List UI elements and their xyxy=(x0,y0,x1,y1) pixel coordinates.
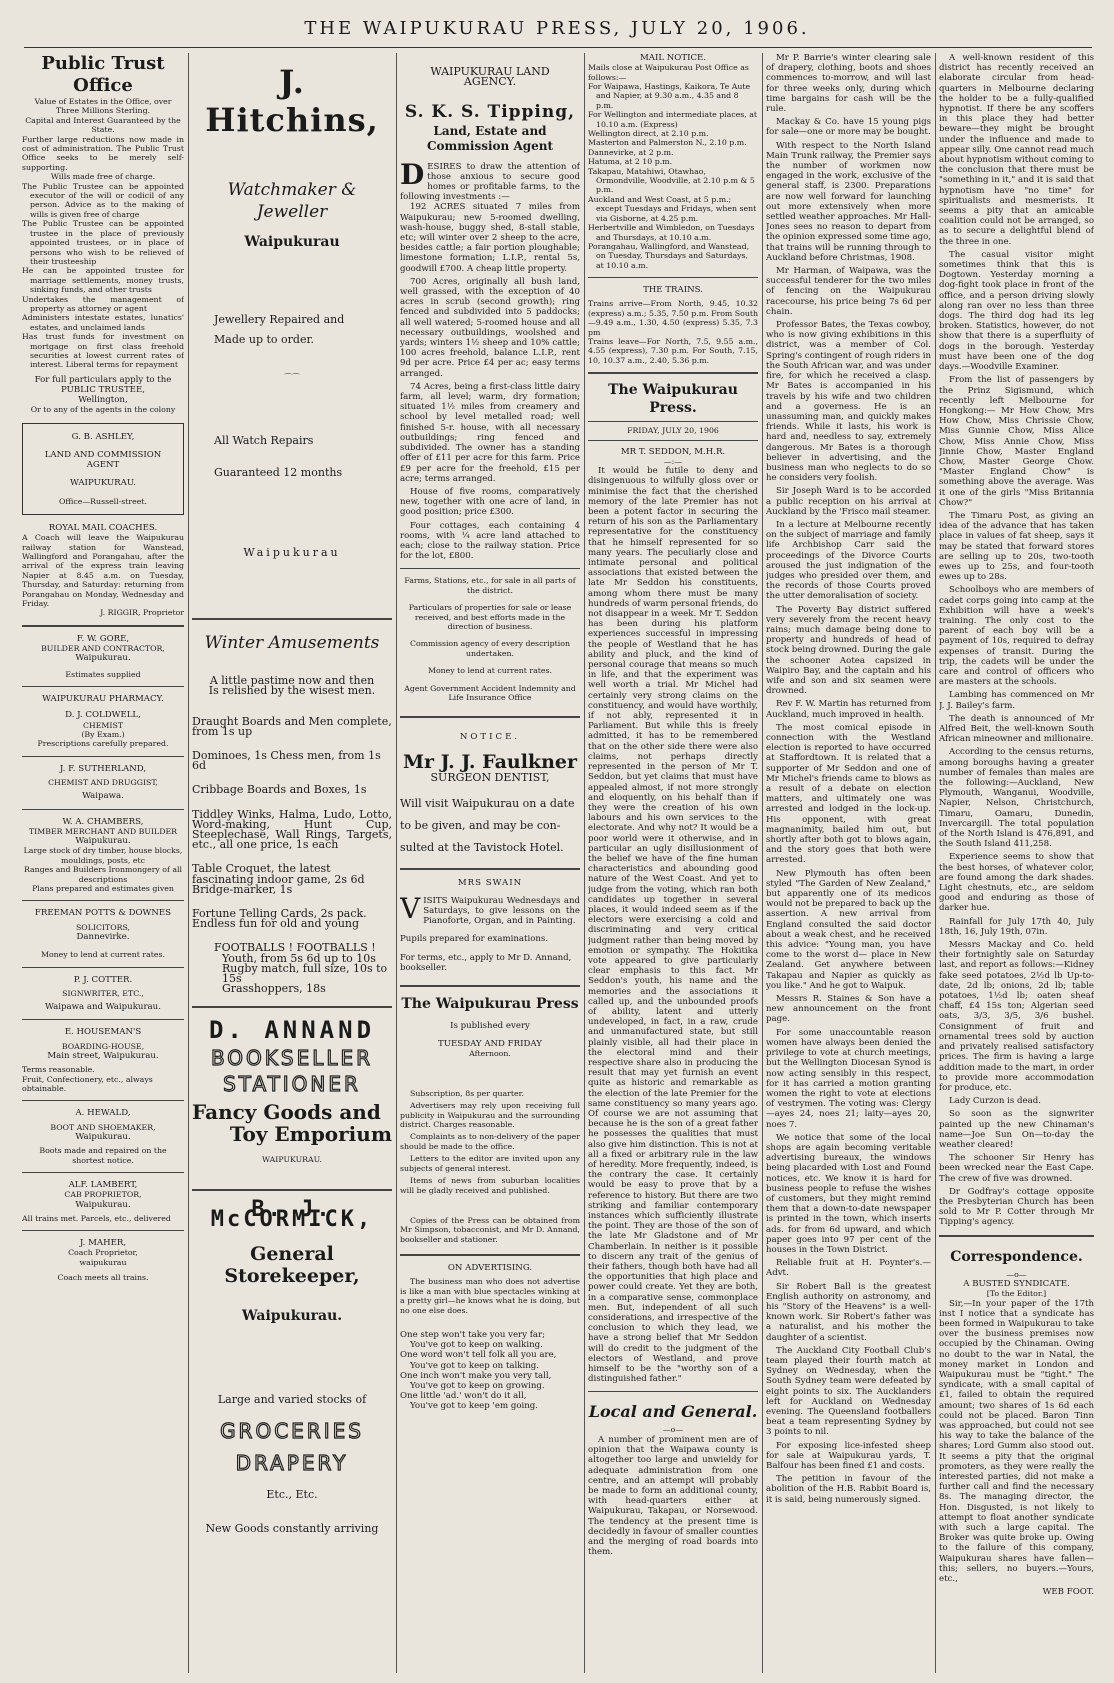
winter-item: Draught Boards and Men complete, from 1s up xyxy=(192,714,392,738)
annand-stationer: STATIONER xyxy=(223,1072,361,1097)
divider xyxy=(22,1172,184,1173)
maher-place: waipukurau xyxy=(79,1257,127,1267)
houseman-name: E. HOUSEMAN'S xyxy=(64,1027,142,1038)
chambers-text3: Plans prepared and estimates given xyxy=(32,883,174,893)
chambers-name: W. A. CHAMBERS, xyxy=(62,816,144,827)
news-paragraph: Rainfall for July 17th 40, July 18th, 16, July 19th, 07in. xyxy=(939,916,1094,937)
divider xyxy=(588,1391,758,1392)
divider xyxy=(192,1006,392,1008)
winter-tag: A little pastime now and then xyxy=(209,674,375,688)
divider xyxy=(400,716,580,718)
news-paragraph: According to the census returns, among boroughs having a greater number of females than males are the following:—Auckland, New Plymouth, Wanganui, Woodville, Napier, Nelson, Christchurch, Timaru, Oamaru, Dunedin, Invercargill. The total population of the North Island is 476,891, and the South Island 411,258. xyxy=(939,747,1094,850)
news-paragraph: Professor Bates, the Texas cowboy, who is now giving exhibitions in this district, was a member of Col. Spring's contingent of rough riders in the South African war, and was under fire, for which he received a clasp. Mr Bates is accompanied in his travels by his wife and two children and a governess. He is an unassuming man, and quickly makes friends. While it lasts, his work is hard and, needless to say, extremely dangerous. Mr Bates is a thorough believer in advertising, and the business man who neglects to do so he considers very foolish. xyxy=(766,320,931,484)
seddon-title: MR T. SEDDON, M.H.R. xyxy=(620,446,726,457)
tipping-footer: Agent Government Accident Indemnity and Life Insurance Office xyxy=(404,683,576,702)
column-rule xyxy=(762,53,763,1673)
tipping-item: 192 ACRES situated 7 miles from Waipukurau; new 5-roomed dwelling, wash-house, buggy shed, 8-stall stable, etc; will winter over 2 sheep to the acre, besides cattle; a fair portion ploughable; limestone formation; L.I.P., rental 5s, goodwill £700. A cheap little property. xyxy=(400,202,580,274)
news-paragraph: Lambing has commenced on Mr J. J. Bailey's farm. xyxy=(939,690,1094,711)
ashley-ad xyxy=(22,423,184,515)
winter-title: Winter Amusements xyxy=(204,633,380,654)
seddon-paragraph: It would be futile to deny and disingenuous to wilfully gloss over or minimise the fact that the cherished memory of the late Premier has not been a potent factor in securing the return of his son as the Parliamentary representative for the constituency that he himself represented for so many years. The peculiarly close and intimate personal and political associations that existed between the late Mr Seddon his constituents, among whom there must be many hundreds of warm personal friends, do not disappear in a week. Mr T. Seddon has been during his platform experiences successful in impressing the people of Westland that he has ability and pluck, and the kind of personal courage that means so much in life, and that the experiment was well worth a trial. Mr Michel had certainly very strong claims on the constituency, and would have worthily, if not ably, represented it in Parliament. But while this is freely admitted, it has to be remembered that on the other side there were also claims, not perhaps directly represented in the person of Mr T. Seddon, but yet claims that must have appealed almost, if not more strongly and eloquently, on his behalf than if they were the creation of his own labours and his own services to the electorate. And why not? It would be a poor world were it otherwise, and in particular an ugly disillusionment of the belief we have of the fine human characteristics and abounding good nature of the West Coast. And yet to judge from the voting, which ran both candidates up together in several places, it would indeed seem as if the electors were exercising a cold and discriminating and very critical judgment rather than being moved by emotion or sympathy. The Hokitika vote appeared to give particularly clear emphasis to this fact. Mr Seddon's youth, his name and the memories and the associations it called up, and the unbounded proofs of ability, latent and utterly undeveloped, in fact, in a raw, crude and unmanufactured state, but still plainly visible, all had their place in the electoral mind and their respective share also in producing the result that may yet furnish an event quite as historic and remarkable as the election of the late Premier for the same constituency so many years ago. Of course we are not assuming that because he is the son of a great father he possesses the qualities that must also give him distinction. This is not at all a fixed or arbitrary rule in the law of heredity. More frequently, indeed, is the contrary the case. It certainly would be easy to prove that by a reference to history. But there are two striking and familiar contemporary instances which sufficiently illustrate the point. They are those of the son of the late Mr Gladstone and of Mr Chamberlain. In neither is it possible to discern any trait of the genius of their fathers, though both have had all the opportunities that high place and power could create. Yet they are both, in a comparative sense, commonplace men. But, independent of all such considerations, and irrespective of the conclusion to which they lead, we have a strong belief that Mr Seddon will do credit to the judgment of the electors of Westland, and prove himself to be the "worthy son of a distinguished father." xyxy=(588,466,758,1385)
advertising-title: ON ADVERTISING. xyxy=(447,1263,533,1274)
news-paragraph: For some unaccountable reason women have always been denied the privilege to vote at church meetings, but the Wellington Diocesan Synod is now acting sensibly in this respect, for it has carried a motion granting women the right to vote at elections of vestrymen. The voting was: Clergy—ayes 24, noes 21; laity—ayes 20, noes 7. xyxy=(766,1027,931,1130)
news-paragraph: Reliable fruit at H. Poynter's.—Advt. xyxy=(766,1258,931,1279)
mail-item: For Waipawa, Hastings, Kaikora, Te Aute and Napier, at 9.30 a.m., 4.35 and 8 p.m. xyxy=(588,82,751,110)
tipping-item: House of five rooms, comparatively new, together with one acre of land, in good position; price £300. xyxy=(400,486,580,518)
houseman-terms: Terms reasonable. xyxy=(22,1065,95,1075)
trains-leave: Trains leave—For North, 7.5, 9.55 a.m., 4.55 (express), 7.30 p.m. For South, 7.15, 10, 10.37 a.m., 2.40, 5.36 p.m. xyxy=(588,336,758,365)
houseman-fruit: Fruit, Confectionery, etc., always obtainable. xyxy=(22,1074,153,1094)
ornament-icon: —:— xyxy=(663,456,683,466)
tipping-role: Land, Estate and Commission Agent xyxy=(426,123,554,153)
news-paragraph: Messrs Mackay and Co. held their fortnightly sale on Saturday last, and report as follows:—Kidney fake seed potatoes, 2½d lb Up-to-date, 2d lb; onions, 2d lb; table potatoes, 1½d lb; oaten sheaf chaff, £4 15s ton; Algerian seed oats, 3/3, 3/5, 3/6 bushel. Consignment of fruit and ornamental trees sold by auction and privately realised satisfactory prices. The firm is having a large addition made to the mart, in order to provide more accommodation for produce, etc. xyxy=(939,940,1094,1093)
cotter-role: SIGNWRITER, ETC., xyxy=(62,988,144,998)
hitchins-line: Jewellery Repaired and xyxy=(214,313,345,326)
chambers-text2: Ranges and Builders Ironmongery of all descriptions xyxy=(23,865,183,884)
divider xyxy=(588,421,758,422)
column-3 xyxy=(400,53,580,1673)
sutherland-name: J. F. SUTHERLAND, xyxy=(59,763,147,774)
news-paragraph: The Timaru Post, as giving an idea of the advance that has taken place in values of fat sheep, says it may be stated that forward stores are selling up to 20s, two-tooth ewes up to 25s, and four-tooth ewes up to 28s. xyxy=(939,510,1094,583)
column-rule xyxy=(396,53,397,1673)
sutherland-role: CHEMIST AND DRUGGIST, xyxy=(48,777,158,787)
divider xyxy=(22,967,184,968)
pto-item: He can be appointed trustee for marriage settlements, money trusts, sinking funds, and other trusts xyxy=(22,266,184,295)
advertising-text: The business man who does not advertise is like a man with blue spectacles winking at a pretty girl—he knows what he is doing, but no one else does. xyxy=(400,1277,580,1315)
divider xyxy=(588,277,758,278)
faulkner-line: sulted at the Tavistock Hotel. xyxy=(400,841,564,855)
divider xyxy=(939,1235,1094,1237)
winter-item: Tiddley Winks, Halma, Ludo, Lotto, Word-making, Hunt Cup, Steeplechase, Wall Rings, Targets, etc., all one price, 1s each xyxy=(192,807,392,852)
news-paragraph: Experience seems to show that the best horses, of whatever color, are found among the dark shades. Light chestnuts, etc., are seldom good and enduring as those of darker hue. xyxy=(939,852,1094,914)
lambert-place: Waipukurau. xyxy=(75,1199,131,1210)
land-agency-title: WAIPUKURAU LAND AGENCY. xyxy=(430,65,550,89)
freeman-role: SOLICITORS, xyxy=(75,922,131,932)
pto-trustee: PUBLIC TRUSTEE, xyxy=(61,384,145,395)
swain-text: ISITS Waipukurau Wednesdays and Saturdays, to give lessons on the Pianoforte, Organ, and in Painting. xyxy=(423,895,580,927)
mail-item: For Wellington and intermediate places, at 10.10 a.m. (Express) xyxy=(588,110,758,129)
correspondence-sub: A BUSTED SYNDICATE. xyxy=(963,1278,1070,1289)
gore-note: Estimates supplied xyxy=(65,669,141,679)
pto-item: Has trust funds for investment on mortgage on first class freehold securities at lowest current rates of interest. Liberal terms for repayment xyxy=(22,332,184,370)
mail-item: Auckland and West Coast, at 5 p.m.; except Tuesdays and Fridays, when sent via Gisborne, at 4.25 p.m. xyxy=(588,194,757,223)
lambert-note: All trains met. Parcels, etc., delivered xyxy=(22,1213,171,1223)
mccormick-name: B. J. McCORMICK, xyxy=(210,1196,374,1233)
news-paragraph: We notice that some of the local shops are again becoming veritable advertising bureaux, the windows being placarded with Lost and Found notices, etc. We know it is hard for business people to refuse the wishes of customers, but they might remind them that a down-to-date newspaper is printed in the town, which inserts ads. for from 6d upward, and which paper goes into 97 per cent of the houses in the Town District. xyxy=(766,1132,931,1255)
pto-line: Further large reductions now made in cost of administration. The Public Trust Office seeks to be merely self-supporting. xyxy=(22,134,184,172)
tipping-name: S. K. S. Tipping, xyxy=(404,102,576,123)
winter-item: Table Croquet, the latest fascinating indoor game, 2s 6d Bridge-marker, 1s xyxy=(192,862,365,896)
ashley-name: G. B. ASHLEY, xyxy=(71,431,135,442)
poem-line: One little 'ad.' won't do it all, xyxy=(400,1391,527,1402)
divider xyxy=(400,568,580,569)
mail-item: Porangahau, Wallingford, and Wanstead, on Tuesday, Thursdays and Saturdays, at 10.10 a.m. xyxy=(588,241,750,270)
maher-note: Coach meets all trains. xyxy=(57,1273,149,1283)
winter-item: Cribbage Boards and Boxes, 1s xyxy=(192,783,367,797)
divider xyxy=(588,372,758,374)
news-paragraph: Dr Godfray's cottage opposite the Presbyterian Church has been sold to Mr P. Cotter through Mr Tipping's agency. xyxy=(939,1186,1094,1228)
mccormick-groceries: GROCERIES xyxy=(220,1418,364,1443)
poem-line: One inch won't make you very tall, xyxy=(400,1370,552,1381)
poem-line: You've got to keep on talking. xyxy=(410,1360,539,1371)
tipping-item: 74 Acres, being a first-class little dairy farm, all level; warm, dry formation; situated 1½ miles from creamery and school by level metalled road; well finished 5-r. house, with all necessary outbuildings; ring fenced and subdivided. The owner has a standing offer of £11 per acre for this farm. Price £9 per acre for the freehold, £15 per acre; terms arranged. xyxy=(400,381,580,484)
faulkner-line: to be given, and may be con- xyxy=(400,819,561,833)
correspondence-sign: WEB FOOT. xyxy=(1042,1587,1094,1598)
houseman-role: BOARDING-HOUSE, xyxy=(61,1041,145,1051)
local-paragraph: A number of prominent men are of opinion that the Waipawa county is altogether too large and unwieldy for adequate administration from one centre, and an attempt will probably be made to form an additional county, with head-quarters either at Waipukurau, Takapau, or Norsewood. The tendency at the present time is decidedly in favour of smaller counties and the merging of road boards into them. xyxy=(588,1434,758,1558)
annand-fancy: Fancy Goods and xyxy=(192,1100,381,1125)
divider xyxy=(400,1254,580,1256)
ashley-office: Office—Russell-street. xyxy=(58,496,148,506)
mail-item: Masterton and Palmerston N., 2.10 p.m. xyxy=(588,138,747,148)
pto-item: The Public Trustee can be appointed executor of the will or codicil of any person. Advice as to the making of wills is given free of charge xyxy=(22,181,184,219)
news-paragraph: From the list of passengers by the Prinz Sigismund, which recently left Melbourne for Hongkong:— Mr How Chow, Mrs How Chow, Miss Chrissie Chow, Miss Gunnie Chow, Miss Alice Chow, Miss Annie Chow, Miss Jinnie Chow, Master England Chow, Master George Chow. "Master England Chow" is something above the average. Was it one of the girls "Miss Britannia Chow?" xyxy=(939,375,1094,508)
winter-tag: Is relished by the wisest men. xyxy=(208,684,376,698)
paper-title: The Waipukurau Press. xyxy=(608,382,738,417)
column-2 xyxy=(192,53,392,1673)
press-line: TUESDAY AND FRIDAY xyxy=(438,1039,542,1050)
faulkner-name: Mr J. J. Faulkner xyxy=(402,750,577,773)
news-paragraph: The casual visitor might sometimes think that this is Dogtown. Yesterday morning a dog-fight took place in front of the office, and a person driving slowly along ran over no less than three dogs. The third dog had its leg broken. Statistics, however, do not show that there is a superfluity of dogs in the borough. Yesterday must have been one of the dog days.—Woodville Examiner. xyxy=(939,249,1094,373)
drop-cap: D xyxy=(400,157,425,191)
mccormick-etc: Etc., Etc. xyxy=(266,1487,318,1501)
divider xyxy=(588,440,758,441)
press-item: Complaints as to non-delivery of the paper should be made to the office. xyxy=(400,1132,580,1151)
tipping-footer: Commission agency of every description undertaken. xyxy=(410,639,570,658)
news-paragraph: The death is announced of Mr Alfred Beit, the well-known South African mineowner and millionaire. xyxy=(939,713,1094,745)
gore-role: BUILDER AND CONTRACTOR, xyxy=(41,644,165,654)
royal-mail-prop: J. RIGGIR, Proprietor xyxy=(100,608,184,618)
swain-line: Pupils prepared for examinations. xyxy=(400,934,549,945)
divider xyxy=(22,1019,184,1020)
hitchins-name: J. Hitchins, xyxy=(205,63,379,139)
drop-cap: V xyxy=(400,891,421,925)
royal-mail-title: ROYAL MAIL COACHES. xyxy=(48,523,158,534)
masthead-rule xyxy=(24,47,1092,48)
pharmacy-exam: (By Exam.) xyxy=(81,729,125,739)
column-1 xyxy=(22,53,184,1673)
hitchins-role: Watchmaker & Jeweller xyxy=(227,180,357,222)
freeman-note: Money to lend at current rates. xyxy=(40,950,166,960)
public-trust-title: Public Trust Office xyxy=(41,53,165,96)
mail-notice-title: MAIL NOTICE. xyxy=(639,53,707,63)
mail-intro: Mails close at Waipukurau Post Office as follows:— xyxy=(588,63,749,82)
poem-line: You've got to keep on walking. xyxy=(410,1340,543,1351)
football-line: Youth, from 5s 6d up to 10s xyxy=(222,951,376,965)
hitchins-place: Waipukurau xyxy=(244,234,340,250)
chambers-text: Large stock of dry timber, house blocks, mouldings, posts, etc xyxy=(23,846,183,865)
pharmacy-name: D. J. COLDWELL, xyxy=(65,710,141,721)
news-paragraph: A well-known resident of this district has recently received an elaborate circular from head-quarters in Melbourne declaring the holder to be a fully-qualified hypnotist. If there be any scoffers in this place they had better beware—they might be brought under the influence and made to appear silly. One cannot read much about hypnotism without coming to the conclusion that there must be "something in it," and it is said that hypnotism have "no time" for spiritualists and mesmerists. It seems a pity that an amicable coalition could not be arranged, so as to secure a delightful blend of the three in one. xyxy=(939,53,1094,247)
chambers-place: Waipukurau. xyxy=(75,836,131,847)
ashley-role: LAND AND COMMISSION AGENT xyxy=(44,450,162,471)
correspondence-title: Correspondence. xyxy=(950,1248,1083,1265)
press-item: Copies of the Press can be obtained from Mr Simpson, tobacconist, and Mr D. Annand, bookseller and stationer. xyxy=(400,1215,580,1244)
press-item: Items of news from suburban localities will be gladly received and published. xyxy=(400,1176,580,1195)
hewald-place: Waipukurau. xyxy=(75,1132,131,1143)
mail-item: Wellington direct, at 2.10 p.m. xyxy=(588,129,709,139)
divider xyxy=(192,618,392,620)
sutherland-place: Waipawa. xyxy=(82,791,124,802)
news-paragraph: Sir Joseph Ward is to be accorded a public reception on his arrival at Auckland by the 'Frisco mail steamer. xyxy=(766,486,931,517)
gore-name: F. W. GORE, xyxy=(76,633,130,644)
pto-item: Undertakes the management of property as attorney or agent xyxy=(22,294,184,313)
divider xyxy=(22,809,184,810)
news-paragraph: The most comical episode in connection with the Westland election is reported to have occurred at Staffordtown. It is related that a supporter of Mr Seddon and one of Mr Michel's friends came to blows as a result of a debate on election matters, and ultimately one was arrested and lodged in the lock-up. His opponent, with great magnanimity, bailed him out, but shortly after both got to blows again, and the story goes that both were arrested. xyxy=(766,722,931,866)
cotter-place: Waipawa and Waipukurau. xyxy=(45,1002,161,1013)
pharmacy-note: Prescriptions carefully prepared. xyxy=(37,739,169,749)
paper-date: FRIDAY, JULY 20, 1906 xyxy=(627,426,719,436)
divider xyxy=(22,686,184,687)
royal-mail-text: A Coach will leave the Waipukurau railway station for Wanstead, Wallingford and Porangahau, after the arrival of the express train leaving Napier at 8.45 a.m. on Tuesday, Thursday, and Saturday: returning from Porangahau on Monday, Wednesday and Friday. xyxy=(22,533,184,609)
mccormick-place: Waipukurau. xyxy=(241,1308,343,1325)
news-paragraph: In a lecture at Melbourne recently on the subject of marriage and family life Archbishop Carr said the proceedings of the Divorce Courts aroused the just indignation of the judges who presided over them, and the records of those Courts proved the utter demoralisation of society. xyxy=(766,519,931,602)
lambert-name: ALF. LAMBERT, xyxy=(68,1180,138,1191)
divider xyxy=(400,868,580,870)
news-paragraph: Schoolboys who are members of cadet corps going into camp at the Exhibition will have a week's training. The only cost to the parent of each boy will be a payment of 10s, required to defray expenses of transit. During the trip, the cadets will be under the care and control of officers who are masters at the schools. xyxy=(939,585,1094,688)
tipping-item: 700 Acres, originally all bush land, well grassed, with the exception of 40 acres in scrub (second growth); ring fenced and subdivided into 5 paddocks; all well watered; 5-roomed house and all necessary outbuildings, woolshed and yards; winters 1½ sheep and 10% cattle; 100 acres freehold, balance L.I.P., rent 9d per acre. Price £4 per ac; easy terms arranged. xyxy=(400,276,580,379)
poem-line: You've got to keep 'em going. xyxy=(410,1401,539,1412)
poem-line: One step won't take you very far; xyxy=(400,1329,546,1340)
news-paragraph: Sir Robert Ball is the greatest English authority on astronomy, and his "Story of the Heavens" is a well-known work. Sir Robert's father was a naturalist, and his mother the daughter of a scientist. xyxy=(766,1281,931,1343)
pharmacy-role: CHEMIST xyxy=(82,720,124,730)
annand-bookseller: BOOKSELLER xyxy=(210,1046,374,1071)
news-paragraph: The Poverty Bay district suffered very severely from the recent heavy rains; much damage being done to property and hundreds of head of stock being drowned. During the gale the schooner Aotea capsized in Waipiro Bay, and the captain and his wife and son and six seamen were drowned. xyxy=(766,604,931,697)
news-paragraph: Rev F. W. Martin has returned from Auckland, much improved in health. xyxy=(766,699,931,720)
mccormick-line: Large and varied stocks of xyxy=(217,1393,367,1407)
poem-line: You've got to keep on growing. xyxy=(410,1380,545,1391)
maher-name: J. MAHER, xyxy=(79,1238,127,1249)
hewald-name: A. HEWALD, xyxy=(75,1108,131,1119)
tipping-footer: Farms, Stations, etc., for sale in all parts of the district. xyxy=(404,576,576,595)
pto-footer: For full particulars apply to the xyxy=(34,374,172,385)
football-line: Rugby match, full size, 10s to 15s xyxy=(222,961,388,986)
column-5 xyxy=(766,53,931,1673)
divider xyxy=(22,625,184,627)
news-paragraph: Mr P. Barrie's winter clearing sale of drapery, clothing, boots and shoes commences to-morrow, and will last for three weeks only, during which time bargains for cash will be the rule. xyxy=(766,53,931,115)
news-paragraph: Mackay & Co. have 15 young pigs for sale—one or more may be bought. xyxy=(766,117,931,138)
press-line: Is published every xyxy=(450,1021,530,1032)
hitchins-line: All Watch Repairs xyxy=(214,433,314,447)
winter-item: Dominoes, 1s Chess men, from 1s 6d xyxy=(192,749,381,773)
poem-line: One word won't tell folk all you are, xyxy=(400,1350,557,1361)
pto-line: Value of Estates in the Office, over Three Millions Sterling. xyxy=(34,97,172,116)
swain-line: For terms, etc., apply to Mr D. Annand, bookseller. xyxy=(400,952,572,973)
press-item: Advertisers may rely upon receiving full publicity in Waipukurau and the surrounding district. Charges reasonable. xyxy=(400,1101,580,1130)
column-rule xyxy=(188,53,189,1673)
ornament-icon: ⌒⌒ xyxy=(284,373,300,383)
news-paragraph: So soon as the signwriter painted up the new Chinaman's name—Joe Sun On—to-day the weather cleared! xyxy=(939,1109,1094,1150)
faulkner-line: Will visit Waipukurau on a date xyxy=(400,797,575,810)
tipping-intro: ESIRES to draw the attention of those anxious to secure good homes or profitable farms, to the following investments :— xyxy=(400,161,580,203)
hewald-role: BOOT AND SHOEMAKER, xyxy=(50,1122,156,1132)
ornament-icon: —o— xyxy=(1006,1269,1027,1279)
mail-item: Herbertville and Wimbledon, on Tuesdays and Thursdays, at 10.10 a.m. xyxy=(588,223,755,242)
news-paragraph: Lady Curzon is dead. xyxy=(949,1096,1041,1107)
trains-title: THE TRAINS. xyxy=(643,285,703,296)
hitchins-place2: Waipukurau xyxy=(243,546,341,560)
mail-item: Dannevirke, at 2 p.m. xyxy=(588,147,674,157)
news-paragraph: For exposing lice-infested sheep for sale at Waipukurau yards, T. Balfour has been fined £1 and costs. xyxy=(766,1440,931,1472)
divider xyxy=(192,1189,392,1191)
annand-name: D. ANNAND xyxy=(208,1016,376,1045)
swain-name: MRS SWAIN xyxy=(457,877,523,888)
column-4 xyxy=(588,53,758,1673)
hitchins-line: Made up to order. xyxy=(214,333,315,347)
lambert-role: CAB PROPRIETOR, xyxy=(64,1190,142,1200)
ornament-icon: —o— xyxy=(662,1425,684,1435)
freeman-name: FREEMAN POTTS & DOWNES xyxy=(34,908,172,919)
pto-line: Wills made free of charge. xyxy=(50,172,156,182)
news-paragraph: New Plymouth has often been styled "The Garden of New Zealand," but apparently one of its medicos would not be prepared to back up the assertion. A new arrival from England consulted the said doctor about a weak chest, and he received this advice: "Young man, you have come to the worst d— place in New Zealand. Get anywhere between Takapau and Napier as quickly as you like." And he got to Waipuk. xyxy=(766,868,931,991)
news-paragraph: Mr Harman, of Waipawa, was the successful tenderer for the two miles of fencing on the Waipukurau racecourse, his price being 7s 6d per chain. xyxy=(766,266,931,317)
correspondence-text: Sir,—In your paper of the 17th inst I notice that a syndicate has been formed in Waipukurau to take over the business premises now occupied by the Chinaman. Owing no doubt to the war in Natal, the money market in London and Waipukurau must be "tight." The syndicate, with a small capital of £1, failed to obtain the required amount; two shares of 1s 6d each could not be placed. Baron Tinn was approached, but could not see his way to take the balance of the shares; Lord Gumm also stood out. It seems a pity that the original promoters, as they were really the interested parties, did not make a further call and find the necessary 8s. The managing director, the Hon. Disgusted, is not likely to attempt to float another syndicate with such a large capital. The Broker was quite broke up. Owing to the failure of this company, Waipukurau shares have fallen—this; sellers, no buyers.—Yours, etc., xyxy=(939,1298,1094,1585)
mail-item: Hatuma, at 2 10 p.m. xyxy=(588,157,673,167)
pto-line: Capital and Interest Guaranteed by the State. xyxy=(25,115,181,135)
divider xyxy=(22,1100,184,1101)
winter-item: Fortune Telling Cards, 2s pack. Endless fun for old and young xyxy=(192,907,367,931)
correspondence-to: [To the Editor.] xyxy=(986,1289,1047,1299)
trains-arrive: Trains arrive—From North, 9.45, 10.32 (express) a.m.; 5.35, 7.50 p.m. From South—9.49 a.m., 1.30, 4.50 (express) 5.35, 7.3 pm xyxy=(588,299,758,337)
notice-title: NOTICE. xyxy=(459,732,521,743)
news-paragraph: With respect to the North Island Main Trunk railway, the Premier says the number of workmen now engaged in the work, exclusive of the general staff, is 2300. Preparations are now well forward for launching out more extensively when more settled weather approaches. Mr Hall-Jones sees no reason to depart from the opinion expressed some time ago, that trains will be running through to Auckland before Christmas, 1908. xyxy=(766,140,931,263)
pto-item: The Public Trustee can be appointed trustee in the place of previously appointed trustees, or in place of persons who wish to be relieved of their trusteeship xyxy=(22,219,184,266)
column-6 xyxy=(939,53,1094,1673)
football-title: FOOTBALLS ! FOOTBALLS ! xyxy=(214,941,376,955)
press-title: The Waipukurau Press xyxy=(401,996,579,1013)
divider xyxy=(400,985,580,987)
mccormick-drapery: DRAPERY xyxy=(235,1450,349,1475)
faulkner-role: SURGEON DENTIST, xyxy=(430,770,550,784)
mail-item: Takapau, Matahiwi, Otawhao, Ormondville, Woodville, at 2.10 p.m & 5 p.m. xyxy=(588,166,755,195)
annand-toy: Toy Emporium xyxy=(229,1122,392,1147)
hitchins-line: Guaranteed 12 months xyxy=(214,465,343,479)
cotter-name: P. J. COTTER. xyxy=(73,974,133,985)
ashley-place: WAIPUKURAU. xyxy=(69,478,137,489)
news-paragraph: The Auckland City Football Club's team played their fourth match at Sydney on Wednesday, when the South Sydney team were defeated by eight points to six. The Aucklanders left for Auckland on Wednesday evening. The Queensland footballers beat a team representing Sydney by 3 points to nil. xyxy=(766,1345,931,1438)
gore-place: Waipukurau. xyxy=(75,653,131,664)
hewald-note: Boots made and repaired on the shortest notice. xyxy=(39,1146,167,1165)
pharmacy-title: WAIPUKURAU PHARMACY. xyxy=(42,694,164,705)
divider xyxy=(22,756,184,757)
pto-city: Wellington, xyxy=(78,395,128,406)
mccormick-role: General Storekeeper, xyxy=(224,1243,360,1288)
press-item: Subscription, 8s per quarter. xyxy=(410,1088,524,1098)
masthead: THE WAIPUKURAU PRESS, JULY 20, 1906. xyxy=(304,18,810,39)
football-line: Grasshoppers, 18s xyxy=(222,982,326,996)
freeman-place: Dannevirke. xyxy=(76,931,130,942)
column-rule xyxy=(935,53,936,1673)
news-paragraph: The petition in favour of the abolition of the H.B. Rabbit Board is, it is said, being numerously signed. xyxy=(766,1474,931,1505)
chambers-role: TIMBER MERCHANT AND BUILDER xyxy=(28,826,178,836)
annand-place: WAIPUKURAU. xyxy=(262,1155,322,1165)
houseman-place: Main street, Waipukurau. xyxy=(47,1051,159,1062)
pto-item: Administers intestate estates, lunatics' estates, and unclaimed lands xyxy=(22,313,184,332)
tipping-footer: Particulars of properties for sale or lease received, and best efforts made in the direction of business. xyxy=(408,603,572,631)
mccormick-new: New Goods constantly arriving xyxy=(205,1521,379,1535)
divider xyxy=(22,1230,184,1231)
pto-agents: Or to any of the agents in the colony xyxy=(30,405,176,415)
news-paragraph: The schooner Sir Henry has been wrecked near the East Cape. The crew of five was drowned. xyxy=(939,1153,1094,1184)
tipping-footer: Money to lend at current rates. xyxy=(427,666,553,676)
column-rule xyxy=(584,53,585,1673)
maher-role: Coach Proprietor, xyxy=(68,1248,138,1258)
divider xyxy=(22,900,184,901)
local-title: Local and General. xyxy=(588,1402,758,1422)
news-paragraph: Messrs R. Staines & Son have a new announcement on the front page. xyxy=(766,994,931,1025)
tipping-item: Four cottages, each containing 4 rooms, with ¼ acre land attached to each; close to the railway station. Price for the lot, £800. xyxy=(400,520,580,562)
press-line: Afternoon. xyxy=(469,1049,511,1059)
press-item: Letters to the editor are invited upon any subjects of general interest. xyxy=(400,1154,580,1173)
